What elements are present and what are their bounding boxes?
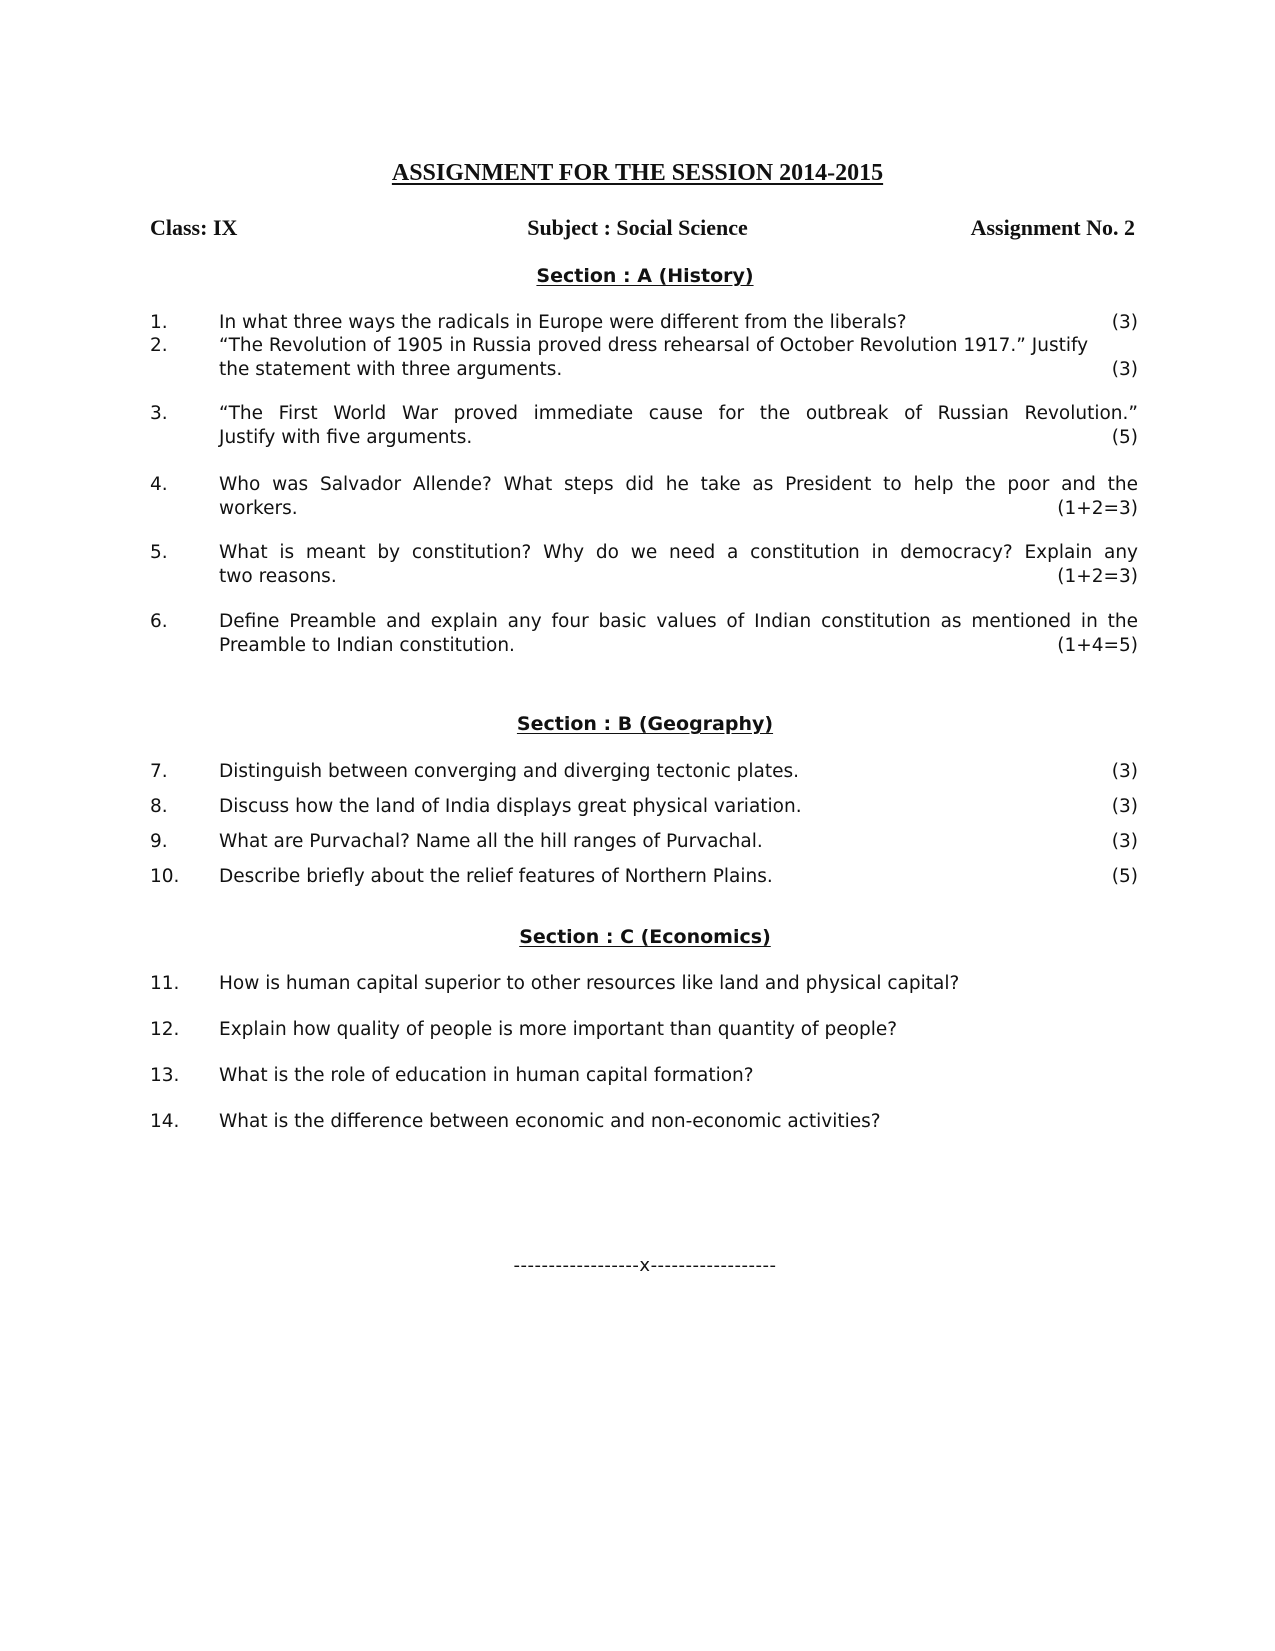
section-heading-geography: Section : B (Geography) [516, 713, 774, 735]
question-text: “The First World War proved immediate cause for the outbreak of Russian Revolution.” Justify with five arguments. [219, 403, 1138, 448]
question-text: What is meant by constitution? Why do we need a constitution in democracy? Explain any two reasons. [219, 542, 1138, 587]
question-marks: (3) [1111, 359, 1138, 380]
question-text: Describe briefly about the relief features of Northern Plains. [219, 866, 773, 887]
question-text: How is human capital superior to other resources like land and physical capital? [219, 973, 960, 994]
question-text: Define Preamble and explain any four basic values of Indian constitution as mentioned in the Preamble to Indian constitution. [219, 611, 1138, 656]
question-text: What are Purvachal? Name all the hill ranges of Purvachal. [219, 831, 763, 852]
question-text: In what three ways the radicals in Europe were different from the liberals? [219, 312, 907, 333]
section-heading-economics: Section : C (Economics) [519, 926, 771, 948]
question-marks: (5) [1111, 427, 1138, 448]
section-heading-history: Section : A (History) [536, 265, 754, 287]
question-text: Explain how quality of people is more important than quantity of people? [219, 1019, 898, 1040]
question-text: What is the difference between economic and non-economic activities? [219, 1111, 881, 1132]
question-marks: (5) [1111, 866, 1138, 887]
class-label: Class: IX [150, 215, 238, 240]
assignment-page: ASSIGNMENT FOR THE SESSION 2014-2015 Class: IX Subject : Social Science Assignment No. 2 Section : A (History) 1. In what three ways the radicals in Europe were different from the liberals? (3) 2. “The Revolution of 1905 in Russia proved dress rehearsal of October Revolution 1917.” Justify the statement with three arguments. (3) 3. “The First World War proved immediate cause for the outbreak of Russian Revolution.” Justify with five arguments. (5) 4. Who was Salvador Allende? What steps did he take as President to help the poor and the workers. (1+2=3) 5. What is meant by constitution? Why do we need a constitution in democracy? Explain any two reasons. (1+2=3) 6. Define Preamble and explain any four basic values of Indian constitution as mentioned in the Preamble to Indian constitution. (1+4=5) Section : B (Geography) 7. Distinguish between converging and diverging tectonic plates. (3) 8. Discuss how the land of India displays great physical variation. (3) 9. What are Purvachal? Name all the hill ranges of Purvachal. (3) 10. Describe briefly about the relief features of Northern Plains. (5) Section : C (Economics) 11. How is human capital superior to other resources like land and physical capital? 12. Explain how quality of people is more important than quantity of people? 13. What is the role of education in human capital formation? 14. What is the difference between economic and non-economic activities? ------------------x------------------ [0, 0, 1275, 1651]
page-title: ASSIGNMENT FOR THE SESSION 2014-2015 [391, 160, 884, 186]
question-marks: (3) [1111, 761, 1138, 782]
question-marks: (3) [1111, 796, 1138, 817]
question-marks: (3) [1111, 831, 1138, 852]
question-text: What is the role of education in human capital formation? [219, 1065, 754, 1086]
question-text: “The Revolution of 1905 in Russia proved dress rehearsal of October Revolution 1917.” Justify the statement with three arguments. [219, 335, 1089, 380]
end-of-document-marker: ------------------x------------------ [513, 1255, 777, 1276]
question-text: Who was Salvador Allende? What steps did he take as President to help the poor and the workers. [219, 474, 1138, 519]
question-marks: (3) [1111, 312, 1138, 333]
subject-label: Subject : Social Science [527, 215, 748, 240]
question-text: Distinguish between converging and diverging tectonic plates. [219, 761, 800, 782]
assignment-number-label: Assignment No. 2 [970, 215, 1135, 240]
question-marks: (1+4=5) [1057, 635, 1138, 656]
question-text: Discuss how the land of India displays great physical variation. [219, 796, 802, 817]
question-marks: (1+2=3) [1057, 498, 1138, 519]
question-marks: (1+2=3) [1057, 566, 1138, 587]
